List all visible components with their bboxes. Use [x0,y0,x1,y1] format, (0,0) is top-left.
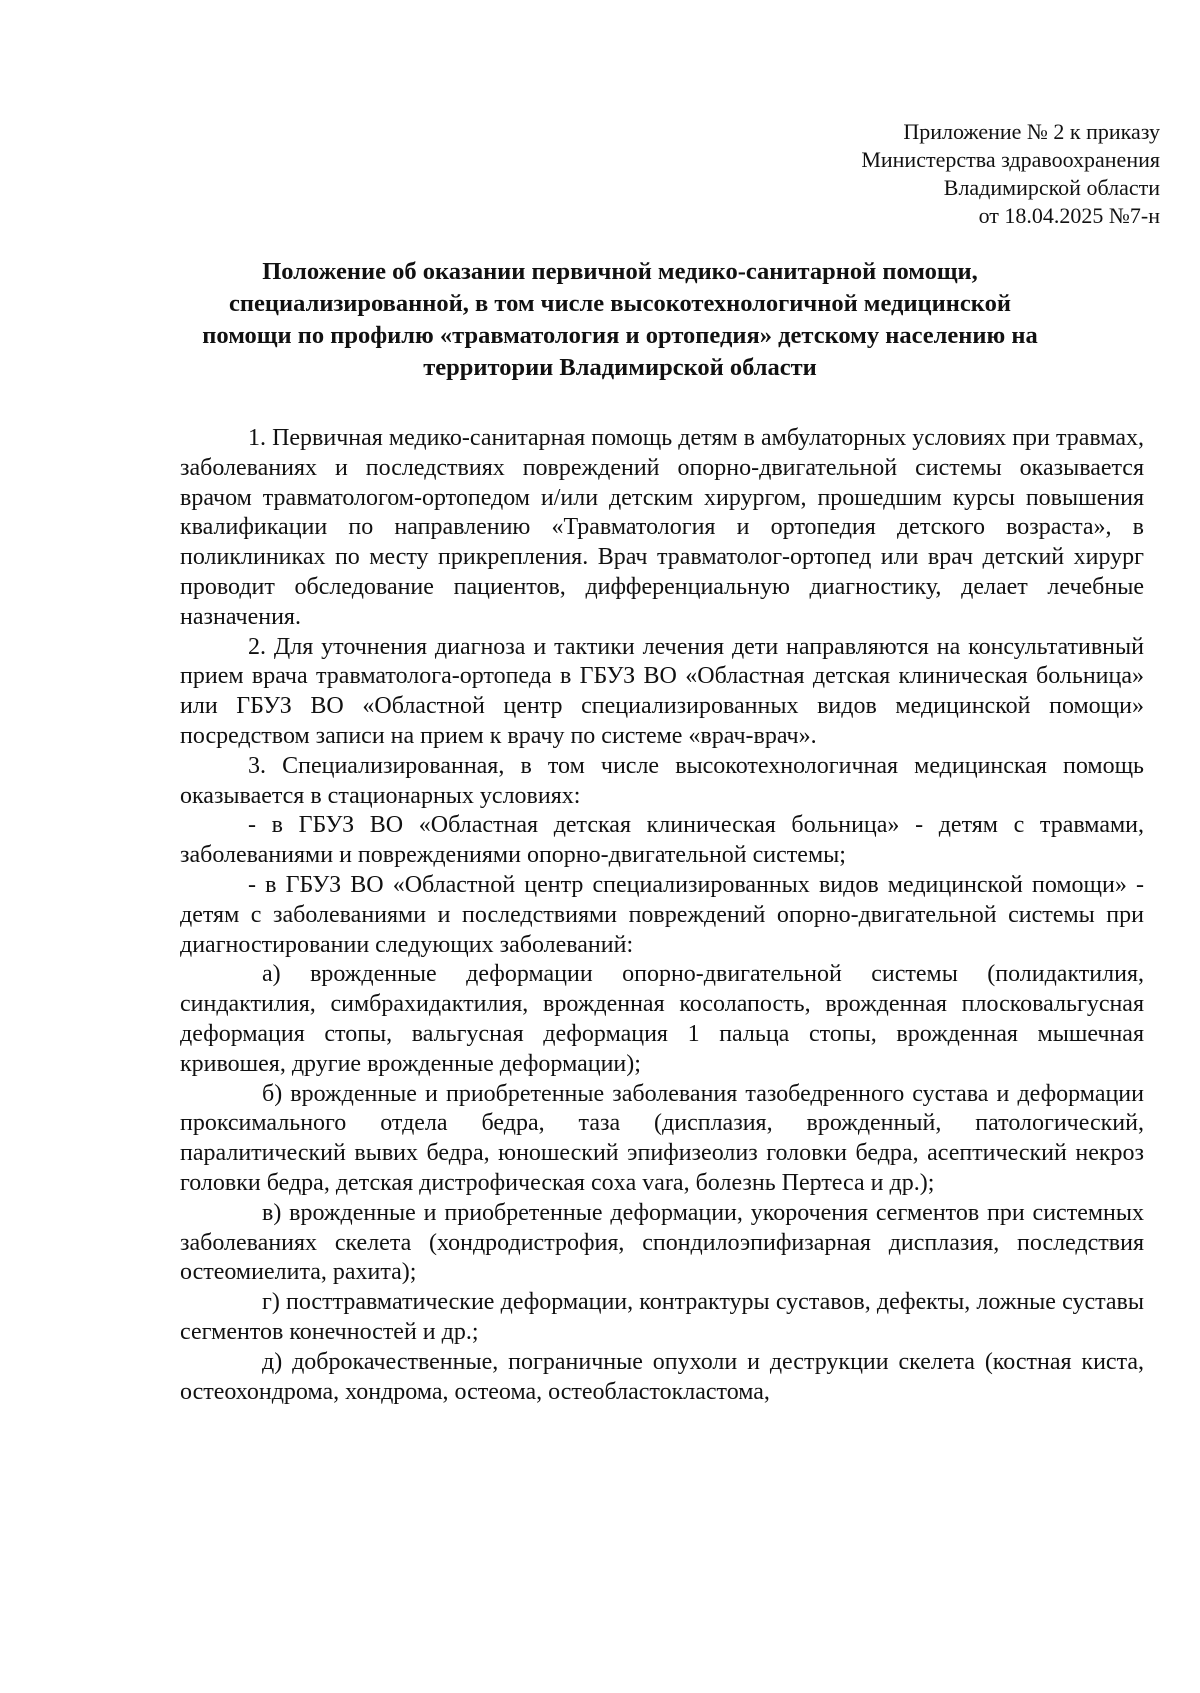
list-item-d: д) доброкачественные, пограничные опухоли и деструкции скелета (костная киста, остеохондрома, хондрома, остеома, остеобластокластома, [180,1348,1144,1405]
title-line-2: специализированной, в том числе высокотехнологичной медицинской [229,290,1011,317]
paragraph-1: 1. Первичная медико-санитарная помощь детям в амбулаторных условиях при травмах, заболеваниях и последствиях повреждений опорно-двигательной системы оказывается врачом травматологом-ортопедом и/или детским хирургом, прошедшим курсы повышения квалификации по направлению «Травматология и ортопедия детского возраста», в поликлиниках по месту прикрепления. Врач травматолог-ортопед или врач детский хирург проводит обследование пациентов, дифференциальную диагностику, делает лечебные назначения. [180,425,1144,630]
document-body [180,424,1144,1407]
appendix-line-2: Министерства здравоохранения [861,147,1160,172]
title-line-1: Положение об оказании первичной медико-санитарной помощи, [262,258,978,285]
paragraph-children-hospital: - в ГБУЗ ВО «Областная детская клиническая больница» - детям с травмами, заболеваниями и повреждениями опорно-двигательной системы; [180,812,1144,869]
appendix-line-4: от 18.04.2025 №7-н [978,203,1160,228]
appendix-header [660,118,1160,230]
list-item-b: б) врожденные и приобретенные заболевания тазобедренного сустава и деформации проксимального отдела бедра, таза (дисплазия, врожденный, патологический, паралитический вывих бедра, юношеский эпифизеолиз головки бедра, асептический некроз головки бедра, детская дистрофическая coxa vara, болезнь Пертеса и др.); [180,1080,1144,1196]
list-item-a: а) врожденные деформации опорно-двигательной системы (полидактилия, синдактилия, симбрахидактилия, врожденная косолапость, врожденная плосковальгусная деформация стопы, вальгусная деформация 1 пальца стопы, врожденная мышечная кривошея, другие врожденные деформации); [180,961,1144,1077]
appendix-line-3: Владимирской области [943,175,1160,200]
list-item-g: г) посттравматические деформации, контрактуры суставов, дефекты, ложные суставы сегментов конечностей и др.; [180,1289,1144,1345]
document-title [120,256,1120,384]
title-line-4: территории Владимирской области [423,354,817,381]
list-item-v: в) врожденные и приобретенные деформации, укорочения сегментов при системных заболеваниях скелета (хондродистрофия, спондилоэпифизарная дисплазия, последствия остеомиелита, рахита); [180,1199,1144,1286]
paragraph-3: 3. Специализированная, в том числе высокотехнологичная медицинская помощь оказывается в стационарных условиях: [180,752,1144,809]
title-line-3: помощи по профилю «травматология и ортопедия» детскому населению на [202,322,1038,349]
appendix-line-1: Приложение № 2 к приказу [903,119,1160,144]
paragraph-specialized-center: - в ГБУЗ ВО «Областной центр специализированных видов медицинской помощи» - детям с заболеваниями и последствиями повреждений опорно-двигательной системы при диагностировании следующих заболеваний: [180,871,1144,958]
paragraph-2: 2. Для уточнения диагноза и тактики лечения дети направляются на консультативный прием врача травматолога-ортопеда в ГБУЗ ВО «Областная детская клиническая больница» или ГБУЗ ВО «Областной центр специализированных видов медицинской помощи» посредством записи на прием к врачу по системе «врач-врач». [180,633,1144,749]
